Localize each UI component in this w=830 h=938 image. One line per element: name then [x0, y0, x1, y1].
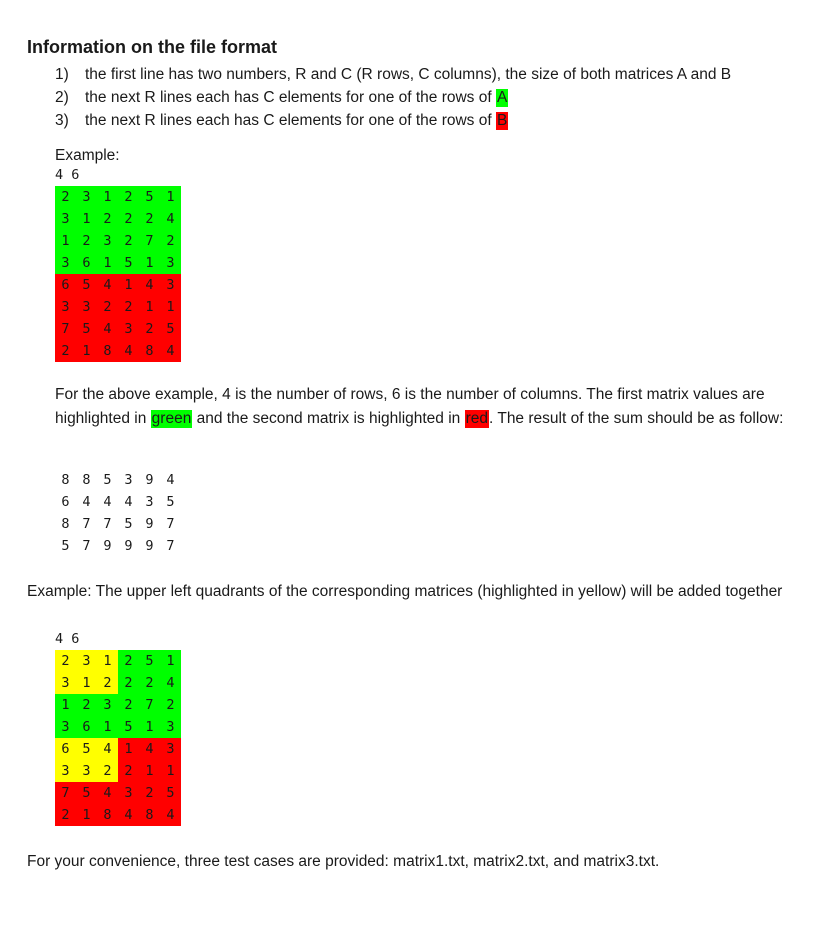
matrix-cell: 4 — [97, 274, 118, 296]
matrix-cell: 7 — [166, 516, 175, 532]
matrix-cell: 4 — [82, 494, 91, 510]
matrix-cell: 2 — [55, 340, 76, 362]
matrix-cell: 3 — [55, 672, 76, 694]
format-rules-list — [55, 63, 731, 132]
matrix-cell: 7 — [55, 318, 76, 340]
matrix-cell: 9 — [145, 538, 154, 554]
matrix-cell: 2 — [139, 318, 160, 340]
matrix-cell: 4 — [139, 738, 160, 760]
matrix-cell: 3 — [76, 296, 97, 318]
matrix-cell: 5 — [118, 252, 139, 274]
matrix-cell: 5 — [160, 318, 181, 340]
matrix-cell: 2 — [139, 208, 160, 230]
matrix-cell: 2 — [97, 760, 118, 782]
matrix-row — [55, 340, 181, 362]
matrix-row — [55, 513, 181, 535]
matrix-cell: 2 — [118, 230, 139, 252]
matrix-dimensions: 4 6 — [55, 167, 80, 183]
matrix-cell: 4 — [118, 804, 139, 826]
matrix-cell: 2 — [55, 804, 76, 826]
matrix-cell: 4 — [160, 804, 181, 826]
matrix-cell: 2 — [97, 672, 118, 694]
matrix-cell: 1 — [139, 716, 160, 738]
matrix-cell: 4 — [160, 208, 181, 230]
matrix-row — [55, 694, 181, 716]
matrix-cell: 2 — [76, 694, 97, 716]
matrix-cell: 2 — [55, 186, 76, 208]
matrix-cell: 9 — [124, 538, 133, 554]
matrix-cell: 3 — [55, 252, 76, 274]
matrix-cell: 8 — [139, 340, 160, 362]
matrix-row — [55, 716, 181, 738]
matrix-cell: 2 — [97, 208, 118, 230]
matrix-cell: 9 — [145, 472, 154, 488]
matrix-row — [55, 186, 181, 208]
quadrant-matrix — [55, 628, 181, 826]
result-matrix — [55, 469, 181, 557]
matrix-cell: 6 — [61, 494, 70, 510]
section-heading: Information on the file format — [27, 37, 277, 57]
matrix-cell: 1 — [55, 230, 76, 252]
rule-text: the first line has two numbers, R and C (R rows, C columns), the size of both matrices A and B — [85, 66, 732, 83]
red-word: red — [465, 410, 489, 427]
matrix-dimensions: 4 6 — [55, 631, 80, 647]
matrix-cell: 1 — [76, 208, 97, 230]
matrix-row — [55, 760, 181, 782]
matrix-cell: 1 — [97, 716, 118, 738]
matrix-cell: 8 — [97, 340, 118, 362]
matrix-cell: 3 — [55, 716, 76, 738]
matrix-cell: 2 — [139, 782, 160, 804]
matrix-cell: 2 — [118, 296, 139, 318]
matrix-cell: 3 — [160, 716, 181, 738]
matrix-row — [55, 296, 181, 318]
matrix-cell: 8 — [82, 472, 91, 488]
matrix-a-marker: A — [496, 89, 508, 106]
rule-item — [55, 109, 731, 132]
matrix-cell: 5 — [124, 516, 133, 532]
matrix-row — [55, 535, 181, 557]
matrix-cell: 3 — [55, 208, 76, 230]
matrix-cell: 3 — [118, 782, 139, 804]
matrix-cell: 6 — [55, 738, 76, 760]
matrix-cell: 8 — [61, 516, 70, 532]
matrix-cell: 5 — [76, 318, 97, 340]
matrix-cell: 7 — [139, 230, 160, 252]
matrix-cell: 3 — [55, 760, 76, 782]
matrix-cell: 5 — [139, 186, 160, 208]
matrix-cell: 1 — [55, 694, 76, 716]
matrix-cell: 3 — [76, 186, 97, 208]
matrix-cell: 4 — [160, 672, 181, 694]
matrix-cell: 3 — [118, 318, 139, 340]
matrix-cell: 2 — [139, 672, 160, 694]
matrix-cell: 8 — [61, 472, 70, 488]
matrix-cell: 1 — [97, 186, 118, 208]
matrix-cell: 2 — [118, 186, 139, 208]
matrix-cell: 4 — [139, 274, 160, 296]
footer-note: For your convenience, three test cases are provided: matrix1.txt, matrix2.txt, and matrix3.txt. — [27, 853, 660, 870]
matrix-row — [55, 318, 181, 340]
explanation-text: and the second matrix is highlighted in — [192, 410, 465, 427]
matrix-cell: 2 — [97, 296, 118, 318]
matrix-cell: 5 — [139, 650, 160, 672]
matrix-cell: 6 — [76, 252, 97, 274]
matrix-cell: 7 — [82, 516, 91, 532]
matrix-cell: 2 — [118, 694, 139, 716]
matrix-cell: 4 — [118, 340, 139, 362]
rule-number: 2) — [55, 89, 69, 106]
matrix-cell: 2 — [160, 694, 181, 716]
matrix-cell: 9 — [145, 516, 154, 532]
explanation-text: For the above example, 4 is the number of rows, 6 is the number of columns. The first matrix values are highlighted in — [55, 386, 765, 427]
matrix-row — [55, 782, 181, 804]
matrix-cell: 3 — [145, 494, 154, 510]
matrix-cell: 2 — [118, 208, 139, 230]
matrix-cell: 4 — [124, 494, 133, 510]
matrix-row — [55, 252, 181, 274]
matrix-cell: 8 — [97, 804, 118, 826]
rule-number: 3) — [55, 112, 69, 129]
matrix-cell: 1 — [139, 252, 160, 274]
matrix-cell: 1 — [160, 186, 181, 208]
matrix-cell: 3 — [76, 760, 97, 782]
matrix-row — [55, 208, 181, 230]
quadrant-example-text: Example: The upper left quadrants of the corresponding matrices (highlighted in yellow) will be added together — [27, 583, 783, 600]
matrix-cell: 3 — [160, 738, 181, 760]
matrix-rows — [55, 186, 181, 362]
matrix-cell: 1 — [160, 650, 181, 672]
matrix-cell: 6 — [76, 716, 97, 738]
matrix-cell: 1 — [76, 672, 97, 694]
matrix-cell: 6 — [55, 274, 76, 296]
example-label: Example: — [55, 147, 120, 164]
matrix-row — [55, 230, 181, 252]
matrix-row — [55, 650, 181, 672]
matrix-cell: 3 — [160, 274, 181, 296]
matrix-row — [55, 469, 181, 491]
matrix-cell: 4 — [160, 340, 181, 362]
matrix-cell: 3 — [97, 694, 118, 716]
matrix-cell: 1 — [118, 738, 139, 760]
matrix-cell: 7 — [82, 538, 91, 554]
matrix-cell: 1 — [160, 296, 181, 318]
matrix-cell: 2 — [160, 230, 181, 252]
matrix-cell: 1 — [139, 760, 160, 782]
matrix-cell: 1 — [97, 650, 118, 672]
matrix-cell: 3 — [97, 230, 118, 252]
explanation-text: . The result of the sum should be as follow: — [489, 410, 784, 427]
rule-item — [55, 63, 731, 86]
matrix-cell: 1 — [118, 274, 139, 296]
matrix-cell: 2 — [118, 760, 139, 782]
matrix-cell: 4 — [97, 738, 118, 760]
matrix-cell: 4 — [97, 782, 118, 804]
result-rows — [55, 469, 181, 557]
matrix-cell: 4 — [166, 472, 175, 488]
matrix-cell: 5 — [103, 472, 112, 488]
matrix-cell: 2 — [118, 650, 139, 672]
matrix-cell: 1 — [139, 296, 160, 318]
matrix-row — [55, 672, 181, 694]
rule-item — [55, 86, 731, 109]
rule-text: the next R lines each has C elements for one of the rows of — [85, 112, 496, 129]
matrix-row — [55, 274, 181, 296]
matrix-row — [55, 738, 181, 760]
matrix-cell: 5 — [166, 494, 175, 510]
matrix-cell: 5 — [160, 782, 181, 804]
explanation-paragraph — [55, 383, 815, 431]
matrix-cell: 5 — [61, 538, 70, 554]
matrix-row — [55, 804, 181, 826]
matrix-cell: 3 — [124, 472, 133, 488]
matrix-cell: 7 — [139, 694, 160, 716]
matrix-cell: 4 — [97, 318, 118, 340]
example-matrix — [55, 164, 181, 362]
matrix-cell: 5 — [76, 738, 97, 760]
matrix-cell: 7 — [55, 782, 76, 804]
matrix-cell: 4 — [103, 494, 112, 510]
matrix-cell: 1 — [76, 340, 97, 362]
matrix-cell: 7 — [103, 516, 112, 532]
green-word: green — [151, 410, 192, 427]
matrix-cell: 2 — [118, 672, 139, 694]
matrix-cell: 2 — [76, 230, 97, 252]
matrix-cell: 3 — [55, 296, 76, 318]
matrix-cell: 1 — [160, 760, 181, 782]
matrix-cell: 5 — [118, 716, 139, 738]
matrix-cell: 7 — [166, 538, 175, 554]
matrix-cell: 1 — [76, 804, 97, 826]
matrix-cell: 9 — [103, 538, 112, 554]
matrix-b-marker: B — [496, 112, 508, 129]
matrix-row — [55, 491, 181, 513]
matrix-cell: 3 — [76, 650, 97, 672]
rule-number: 1) — [55, 66, 69, 83]
matrix-cell: 5 — [76, 782, 97, 804]
rule-text: the next R lines each has C elements for one of the rows of — [85, 89, 496, 106]
matrix-cell: 5 — [76, 274, 97, 296]
matrix-cell: 2 — [55, 650, 76, 672]
matrix-cell: 1 — [97, 252, 118, 274]
matrix-cell: 8 — [139, 804, 160, 826]
matrix-cell: 3 — [160, 252, 181, 274]
matrix-rows — [55, 650, 181, 826]
